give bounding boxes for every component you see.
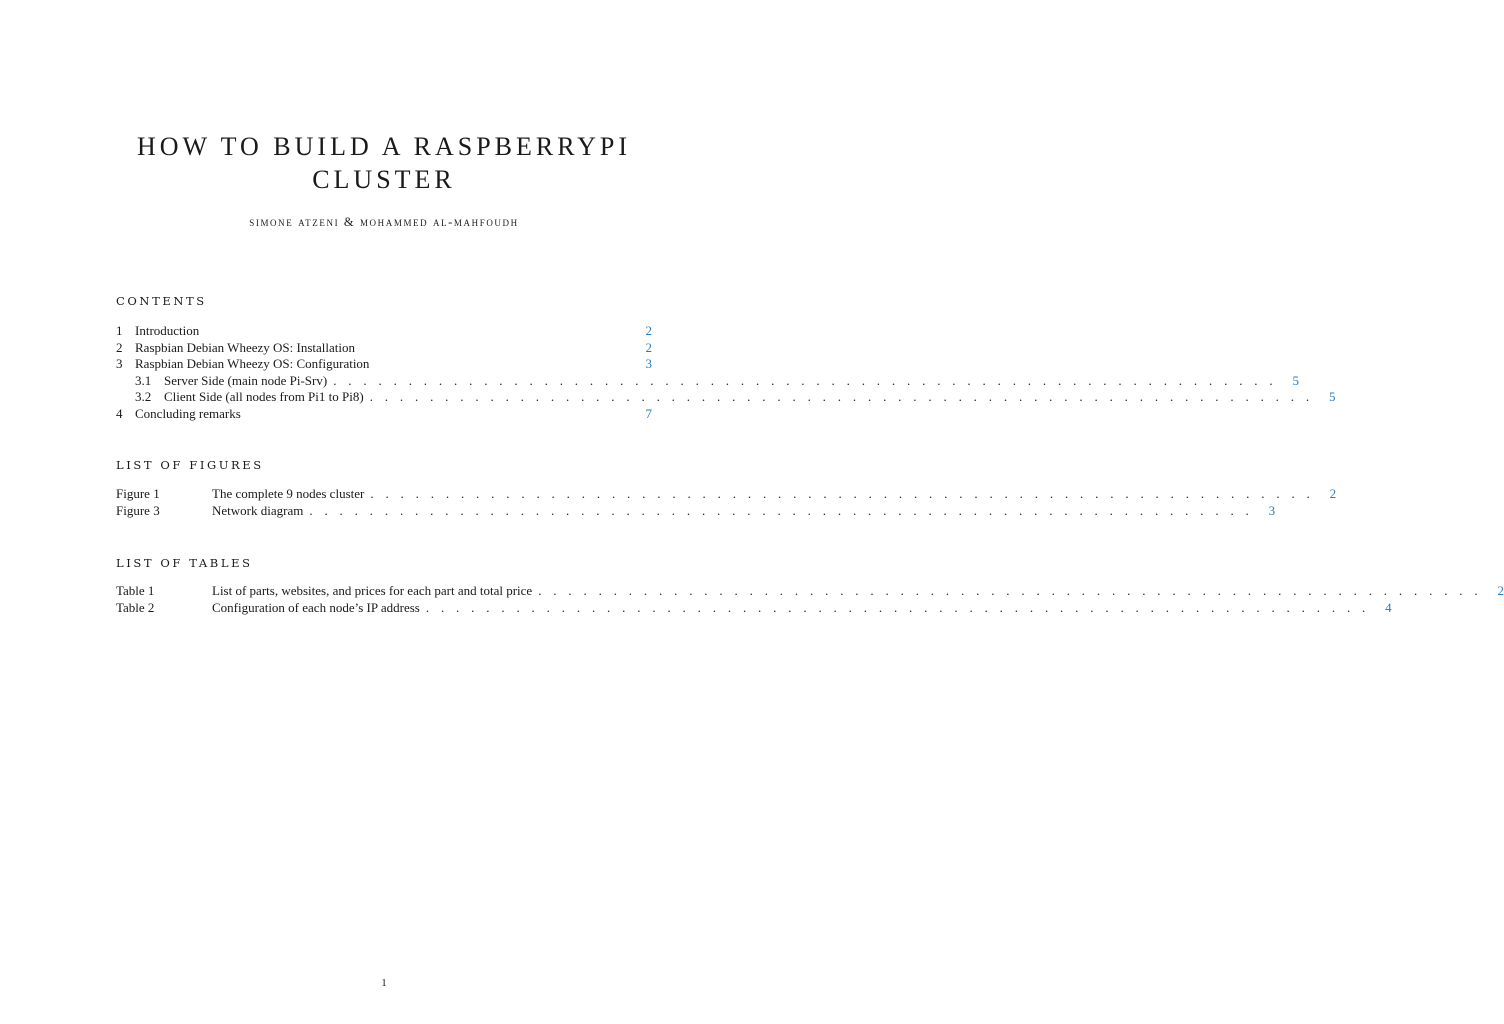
page-number: 1 <box>381 977 387 989</box>
toc-page-link[interactable]: 2 <box>645 339 652 355</box>
toc-entry-title: Introduction <box>135 323 200 338</box>
dot-leader: . . . . . . . . . . . . . . . . . . . . . . . . . . . . . . . . . . . . . . . . . . . . . . . . . . . . . . . . . . . . . . . <box>309 502 1254 518</box>
toc-page-link[interactable]: 3 <box>645 356 652 371</box>
contents-list <box>116 323 1336 422</box>
toc-entry-client-side[interactable] <box>116 389 1336 406</box>
figure-title: The complete 9 nodes cluster <box>212 486 365 501</box>
title-line-2: CLUSTER <box>312 165 456 194</box>
toc-entry-title: Client Side (all nodes from Pi1 to Pi8) <box>164 389 364 404</box>
toc-entry-number: 2 <box>116 339 123 355</box>
toc-entry-title: Server Side (main node Pi-Srv) <box>164 372 328 388</box>
toc-entry-number: 1 <box>116 323 123 338</box>
document-page <box>116 0 1504 1024</box>
table-page-link[interactable]: 4 <box>1385 599 1392 615</box>
toc-entry-title: Raspbian Debian Wheezy OS: Installation <box>135 339 355 355</box>
tables-list <box>116 583 1504 616</box>
dot-leader: . . . . . . . . . . . . . . . . . . . . . . . . . . . . . . . . . . . . . . . . . . . . . . . . . . . . . . . . . . . . . . . <box>370 486 1315 501</box>
toc-entry-number: 4 <box>116 405 123 421</box>
dot-leader: . . . . . . . . . . . . . . . . . . . . . . . . . . . . . . . . . . . . . . . . . . . . . . . . . . . . . . . . . . . . . . . <box>425 599 1370 615</box>
figure-page-link[interactable]: 3 <box>1268 502 1276 518</box>
document-authors: simone atzeni & mohammed al-mahfoudh <box>249 215 519 229</box>
figure-entry[interactable] <box>116 502 1276 520</box>
table-label: Table 1 <box>116 583 155 598</box>
figure-label: Figure 3 <box>116 502 160 518</box>
dot-leader: . . . . . . . . . . . . . . . . . . . . . . . . . . . . . . . . . . . . . . . . . . . . . . . . . . . . . . . . . . . . . . . <box>369 389 1314 404</box>
figure-page-link[interactable]: 2 <box>1329 486 1337 501</box>
table-label: Table 2 <box>116 599 155 615</box>
toc-page-link[interactable]: 2 <box>645 323 652 338</box>
figures-list <box>116 486 1337 519</box>
toc-entry-title: Raspbian Debian Wheezy OS: Configuration <box>135 356 370 371</box>
toc-entry-number: 3 <box>116 356 123 371</box>
figure-entry[interactable] <box>116 486 1337 503</box>
toc-page-link[interactable]: 7 <box>645 405 652 421</box>
table-title: List of parts, websites, and prices for each part and total price <box>212 583 533 598</box>
toc-entry-concluding-remarks[interactable] <box>116 406 652 423</box>
toc-page-link[interactable]: 5 <box>1328 389 1336 404</box>
dot-leader: . . . . . . . . . . . . . . . . . . . . . . . . . . . . . . . . . . . . . . . . . . . . . . . . . . . . . . . . . . . . . . . <box>538 583 1482 598</box>
table-page-link[interactable]: 2 <box>1497 583 1504 598</box>
table-entry[interactable] <box>116 599 1392 617</box>
figure-label: Figure 1 <box>116 486 160 501</box>
toc-entry-configuration[interactable] <box>116 356 652 373</box>
table-title: Configuration of each node’s IP address <box>212 599 420 615</box>
table-entry[interactable] <box>116 583 1504 600</box>
toc-page-link[interactable]: 5 <box>1292 372 1299 388</box>
tables-heading: LIST OF TABLES <box>116 556 253 570</box>
title-line-1: HOW TO BUILD A RASPBERRYPI <box>136 132 632 161</box>
toc-entry-number: 3.1 <box>135 372 152 388</box>
figures-heading: LIST OF FIGURES <box>116 458 264 472</box>
toc-entry-installation[interactable] <box>116 340 652 357</box>
dot-leader: . . . . . . . . . . . . . . . . . . . . . . . . . . . . . . . . . . . . . . . . . . . . . . . . . . . . . . . . . . . . . . . <box>333 372 1277 388</box>
document-title <box>96 130 672 196</box>
figure-title: Network diagram <box>212 502 304 518</box>
contents-heading: CONTENTS <box>116 294 207 308</box>
toc-entry-number: 3.2 <box>135 389 152 404</box>
toc-entry-server-side[interactable] <box>116 372 1299 390</box>
toc-entry-introduction[interactable] <box>116 323 652 340</box>
toc-entry-title: Concluding remarks <box>135 405 241 421</box>
